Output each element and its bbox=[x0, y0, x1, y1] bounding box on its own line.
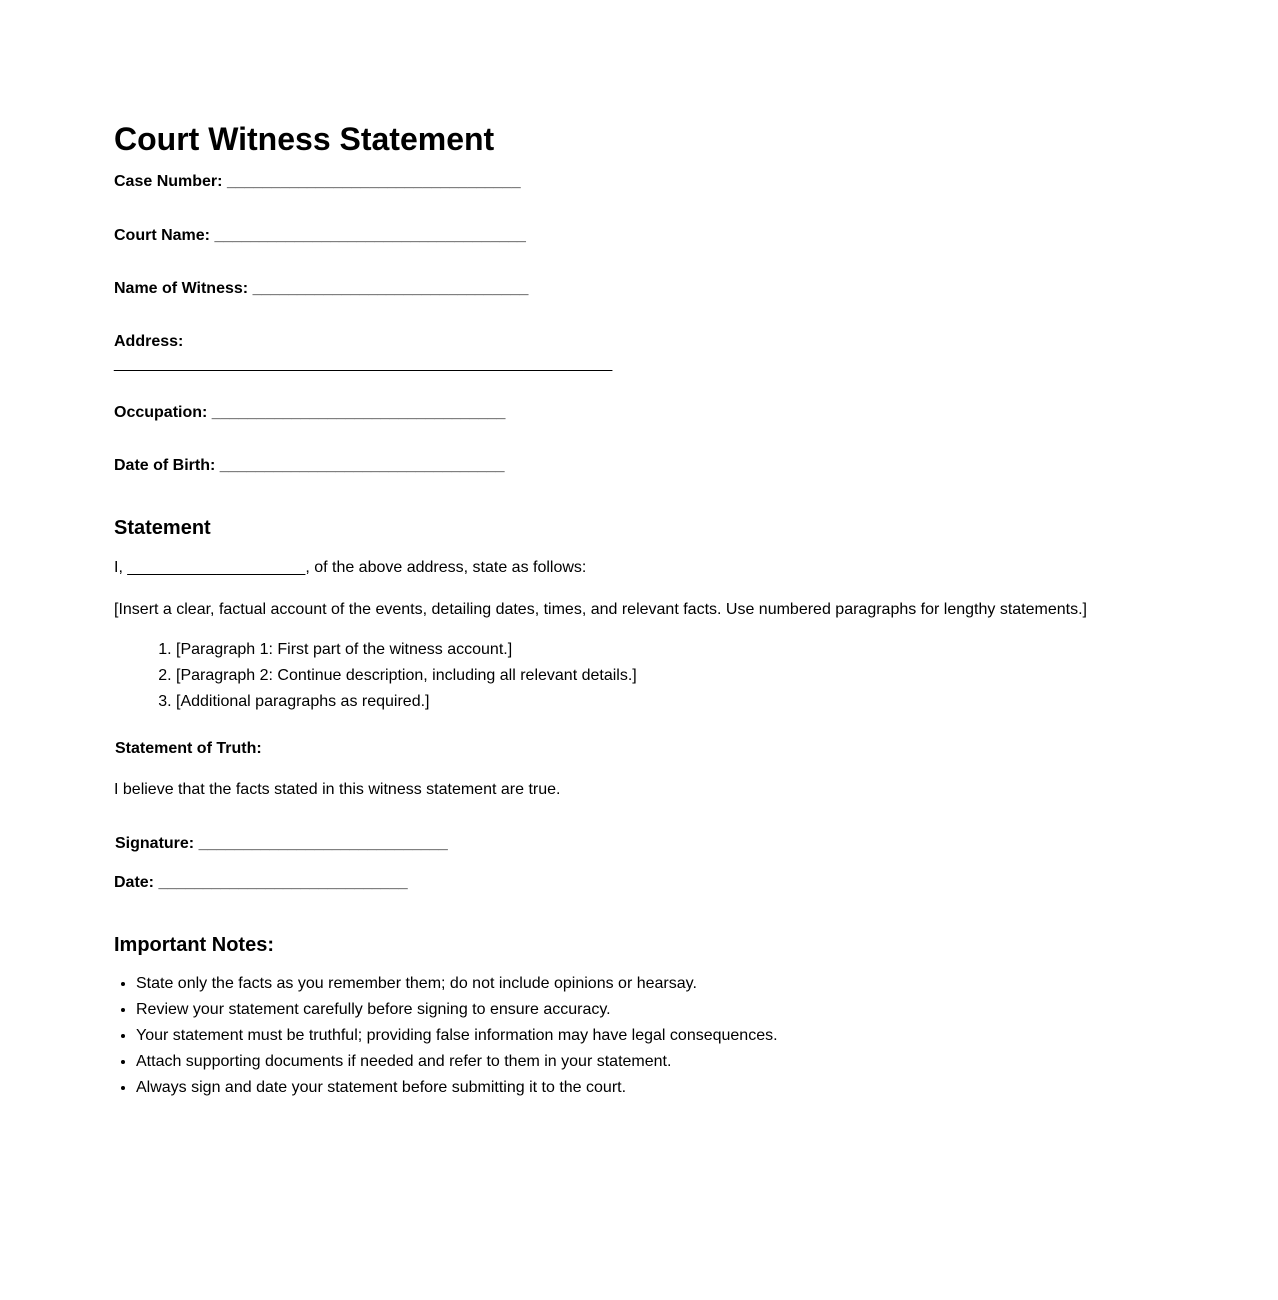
signature-blank[interactable]: ____________________________ bbox=[198, 835, 448, 852]
truth-heading: Statement of Truth: bbox=[115, 740, 262, 757]
statement-intro bbox=[114, 558, 586, 578]
case-number-blank[interactable]: _________________________________ bbox=[226, 173, 521, 190]
witness-name-label: Name of Witness: bbox=[114, 280, 249, 297]
dob-blank[interactable]: ________________________________ bbox=[219, 457, 505, 474]
occupation-label: Occupation: bbox=[114, 404, 208, 421]
dob-field[interactable] bbox=[114, 456, 505, 476]
date-blank[interactable]: ____________________________ bbox=[158, 874, 408, 891]
note-item: • Review your statement carefully before signing to ensure accuracy. bbox=[136, 997, 778, 1023]
statement-instruction: [Insert a clear, factual account of the events, detailing dates, times, and relevant facts. Use numbered paragraphs for lengthy statements.] bbox=[114, 601, 1087, 618]
note-item: • State only the facts as you remember them; do not include opinions or hearsay. bbox=[136, 971, 778, 997]
dob-label: Date of Birth: bbox=[114, 457, 216, 474]
notes-list bbox=[114, 971, 778, 1101]
case-number-label: Case Number: bbox=[114, 173, 223, 190]
notes-heading: Important Notes: bbox=[114, 934, 274, 956]
note-item: • Attach supporting documents if needed and refer to them in your statement. bbox=[136, 1049, 778, 1075]
intro-prefix: I, bbox=[114, 559, 123, 576]
occupation-field[interactable] bbox=[114, 403, 505, 423]
note-item: • Always sign and date your statement before submitting it to the court. bbox=[136, 1075, 778, 1101]
signature-field[interactable] bbox=[115, 834, 448, 854]
statement-paragraph: 3. [Additional paragraphs as required.] bbox=[176, 689, 637, 715]
court-name-label: Court Name: bbox=[114, 227, 211, 244]
truth-text: I believe that the facts stated in this witness statement are true. bbox=[114, 781, 561, 798]
signature-label: Signature: bbox=[115, 835, 195, 852]
court-name-blank[interactable]: ___________________________________ bbox=[214, 227, 526, 244]
address-line[interactable] bbox=[114, 354, 612, 374]
address-field[interactable] bbox=[114, 332, 183, 352]
court-name-field[interactable] bbox=[114, 226, 526, 246]
intro-suffix: , of the above address, state as follows: bbox=[305, 559, 587, 576]
date-label: Date: bbox=[114, 874, 155, 891]
statement-paragraph: 2. [Paragraph 2: Continue description, including all relevant details.] bbox=[176, 663, 637, 689]
statement-paragraph-list bbox=[114, 637, 637, 715]
witness-name-blank[interactable]: _______________________________ bbox=[252, 280, 529, 297]
intro-name-blank[interactable]: ____________________ bbox=[127, 559, 306, 576]
address-blank[interactable]: ________________________________________________________ bbox=[114, 355, 613, 372]
document-title: Court Witness Statement bbox=[114, 121, 495, 157]
statement-heading: Statement bbox=[114, 517, 211, 539]
statement-paragraph: 1. [Paragraph 1: First part of the witness account.] bbox=[176, 637, 637, 663]
note-item: • Your statement must be truthful; providing false information may have legal consequences. bbox=[136, 1023, 778, 1049]
date-field[interactable] bbox=[114, 873, 408, 893]
witness-name-field[interactable] bbox=[114, 279, 528, 299]
case-number-field[interactable] bbox=[114, 172, 521, 192]
address-label: Address: bbox=[114, 333, 184, 350]
occupation-blank[interactable]: _________________________________ bbox=[211, 404, 506, 421]
